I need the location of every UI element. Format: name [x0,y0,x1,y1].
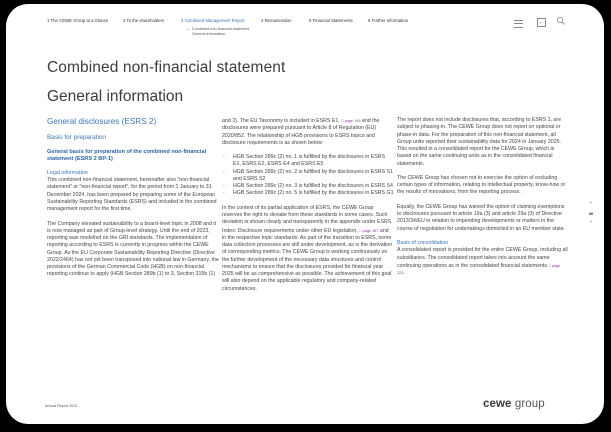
list-item: - HGB Section 289c (2) no. 2 is fulfilled by the disclosures in ESRS S1 and ESRS S2 [222,169,394,184]
page-navigator [584,201,598,226]
page-link[interactable]: □ page 187 [359,229,378,233]
chevron-down-icon[interactable]: ⌄ [588,218,594,224]
nav-sub-line2: General information [192,31,226,36]
page-link[interactable]: □ page 223 [397,264,560,275]
text: and the disclosures were prepared pursuant to Article 8 of Regulation (EU) 2020/852. The relationship of HGB provisions to ESRS topics and disclosure requirements is as shown below: [222,118,380,146]
text: A consolidated report is provided for the entire CEWE Group, including all subsidiaries. The consolidated report takes into account the same continuing operations as in the consolidated financial statements [397,247,568,269]
paragraph: The Company elevated sustainability to a board-level topic in 2008 and it is now managed as part of Group-level strategy. Until the end of 2023, reporting was modelled on the GRI standards. The implementation of reporting according to ESRS is currently in progress within the CEWE Group. As the EU Corporate Sustainability Reporting Directive (Directive 2022/2464) has not yet been transposed into national law in Germany, the provisions of the German Commercial Code (HGB) on non-financial reporting continue to apply (HGB Section 289b (1) to 3, Section 315b (1) [47,220,219,278]
nav-item-further-information[interactable]: 6 Further Information [368,18,409,23]
list-item: - HGB Section 289c (2) no. 1 is fulfilled by the disclosures in ESRS E1, ESRS E2, ESRS E4 and ESRS E5 [222,154,394,169]
nav-item-management-report[interactable]: 3 Combined Management Report [181,18,245,23]
back-to-start-icon[interactable]: ← [538,19,545,26]
paragraph: Equally, the CEWE Group has waived the option of claiming exemptions to disclosures pursuant to article 19a (3) and article 29a (3) of Directive 2013/34/EU in relation to impending developments or matters in the course of negotiation for undertakings domiciled in an EU member state. [397,203,566,232]
document-page [6,4,604,424]
paragraph [222,117,394,147]
text: In the context of its partial application of ESRS, the CEWE Group reserves the right to deviate from these standards in some cases. Such deviation is shown clearly and transparently in the appendix under ESRS Index: Disclosure requirements under other EU legislation, [222,204,392,234]
paragraph-heading: Basis of consolidation [397,240,449,247]
list-item: - HGB Section 289c (2) no. 3 is fulfilled by the disclosures in ESRS S4 [222,183,394,190]
nav-subsection[interactable] [186,27,249,36]
nav-item-remuneration[interactable]: 4 Remuneration [261,18,292,23]
page-number: 96 [588,211,594,216]
paragraph: The report does not include disclosures that, according to ESRS 1, are subject to phasing-in. The CEWE Group does not report on optional or phase-in data. For the preparation of this non-financial statement, all Group units reported their sustainability data for 2024 in January 2025. This resulted in a consolidated report for the CEWE Group, which is based on the same continuing units as in the consolidated financial statements. [397,117,562,167]
paragraph [397,247,569,277]
paragraph: This combined non-financial statement, hereinafter also "non-financial statement" or "non-financial report", for the period from 1 January to 31 December 2024, has been prepared by preparing some of the European Sustainability Reporting Standards (ESRS) and included in the combined management report for the first time. [47,177,217,213]
column-1 [47,117,219,286]
column-3 [397,117,569,285]
text: and in the respective topic standards. As part of the transition to ESRS, some data collection processes are still under development, as is the derivation of corresponding metrics. The CEWE Group is working continuously on the further development of the necessary data structures and control mechanisms to ensure that the disclosures provided for financial year 2025 will be as comprehensive as possible. The achievement of this goal will also depend on the applicable regulatory and company-related circumstances. [222,227,393,292]
page-subtitle: General information [47,88,184,105]
logo-bold: cewe [483,398,512,410]
nav-item-shareholders[interactable]: 2 To the shareholders [123,18,165,23]
cewe-group-logo [483,398,545,410]
footer-report-name: Annual Report 2024 [45,404,77,408]
search-icon[interactable] [556,16,566,26]
logo-light: group [511,398,545,410]
text: . [403,270,405,277]
paragraph: The CEWE Group has chosen not to exercise the option of excluding certain types of information, relating to intellectual property, know-how or the results of innovations, from the reporting process. [397,174,566,196]
page-link[interactable]: □ page 149 [341,119,360,123]
paragraph [222,205,394,293]
nav-item-financial-statements[interactable]: 5 Financial Statements [309,18,353,23]
column-2 [222,117,394,300]
subsection-heading: Basis for preparation [47,134,106,141]
chevron-up-icon[interactable]: ⌃ [588,202,594,208]
page-title: Combined non-financial statement [47,59,286,76]
paragraph-heading: Legal information [47,169,88,176]
nav-item-group-at-a-glance[interactable]: 1 The CEWE Group at a Glance [47,18,109,23]
menu-icon[interactable] [514,20,523,28]
section-heading: General disclosures (ESRS 2) [47,117,157,126]
hgb-mapping-list [222,154,394,198]
topic-heading: General basis for preparation of the combined non-financial statement (ESRS 2 BP-1) [47,149,207,163]
list-item: - HGB Section 289c (2) no. 5 is fulfilled by the disclosures in ESRS G1 [222,190,394,197]
arrow-icon: → [186,27,190,31]
nav-sub-line1: Combined non-financial statement [191,27,250,31]
text: and 3). The EU Taxonomy is included in ESRS E1, [222,118,340,124]
